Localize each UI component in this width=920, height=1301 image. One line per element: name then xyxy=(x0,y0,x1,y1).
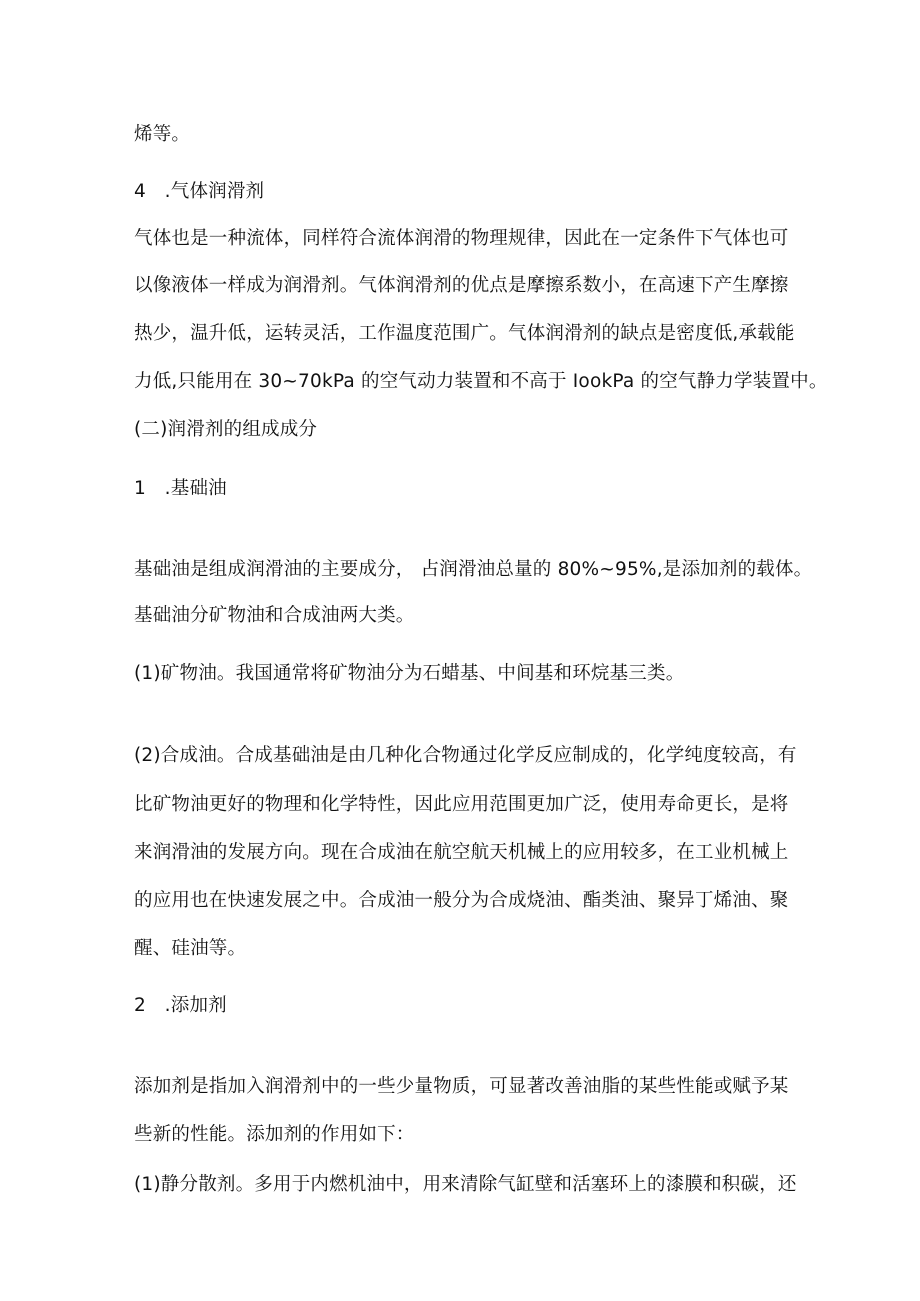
section-heading-additives: 2 .添加剂 xyxy=(134,995,227,1016)
paragraph-synthetic-oil-line-2: 比矿物油更好的物理和化学特性，因此应用范围更加广泛，使用寿命更长，是将 xyxy=(134,794,789,815)
paragraph-additives-line-1: 添加剂是指加入润滑剂中的一些少量物质，可显著改善油脂的某些性能或赋予某 xyxy=(134,1076,789,1097)
section-heading-base-oil: 1 .基础油 xyxy=(134,478,227,499)
paragraph-dispersant-line-1: (1)静分散剂。多用于内燃机油中，用来清除气缸壁和活塞环上的漆膜和积碳，还 xyxy=(134,1174,797,1195)
paragraph-gas-line-4: 力低,只能用在 30~70kPa 的空气动力装置和不高于 IookPa 的空气静力学装置中。 xyxy=(134,371,828,392)
section-heading-composition: (二)润滑剂的组成成分 xyxy=(134,419,318,440)
paragraph-gas-line-2: 以像液体一样成为润滑剂。气体润滑剂的优点是摩擦系数小，在高速下产生摩擦 xyxy=(134,275,789,296)
paragraph-synthetic-oil-line-4: 的应用也在快速发展之中。合成油一般分为合成烧油、酯类油、聚异丁烯油、聚 xyxy=(134,890,789,911)
section-heading-gas-lubricant: 4 .气体润滑剂 xyxy=(134,181,265,202)
paragraph-gas-line-1: 气体也是一种流体，同样符合流体润滑的物理规律，因此在一定条件下气体也可 xyxy=(134,228,789,249)
paragraph-synthetic-oil-line-1: (2)合成油。合成基础油是由几种化合物通过化学反应制成的，化学纯度较高，有 xyxy=(134,745,797,766)
paragraph-synthetic-oil-line-3: 来润滑油的发展方向。现在合成油在航空航天机械上的应用较多，在工业机械上 xyxy=(134,842,789,863)
paragraph-mineral-oil: (1)矿物油。我国通常将矿物油分为石蜡基、中间基和环烷基三类。 xyxy=(134,663,685,684)
paragraph-base-oil-line-2: 基础油分矿物油和合成油两大类。 xyxy=(134,605,415,626)
paragraph-gas-line-3: 热少，温升低，运转灵活，工作温度范围广。气体润滑剂的缺点是密度低,承载能 xyxy=(134,323,795,344)
paragraph-base-oil-line-1: 基础油是组成润滑油的主要成分， 占润滑油总量的 80%~95%,是添加剂的载体。 xyxy=(134,559,813,580)
paragraph-additives-line-2: 些新的性能。添加剂的作用如下： xyxy=(134,1124,415,1145)
paragraph-synthetic-oil-line-5: 醒、硅油等。 xyxy=(134,938,247,959)
text-line-continuation: 烯等。 xyxy=(134,124,191,145)
